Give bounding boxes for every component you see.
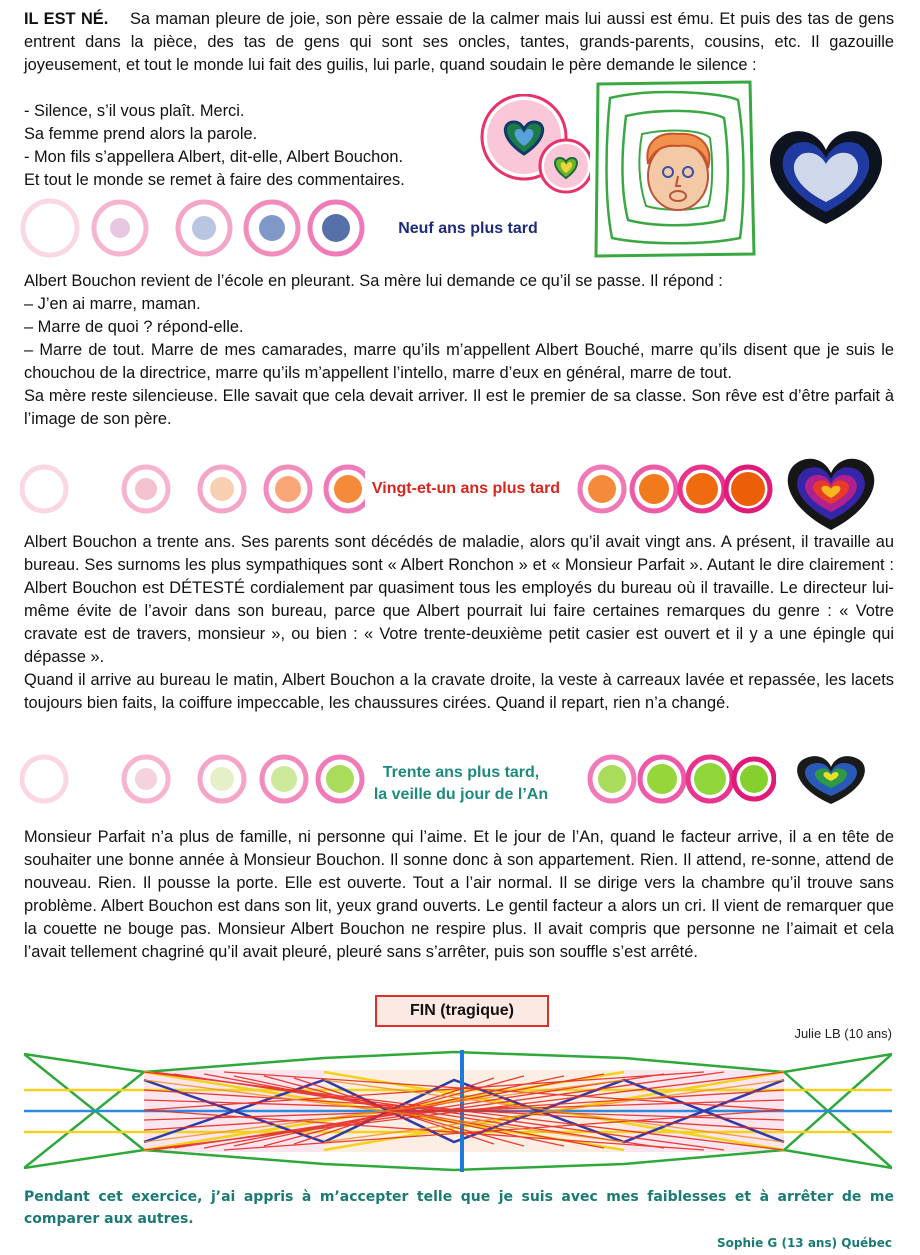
text-line: Albert Bouchon revient de l’école en pleurant. Sa mère lui demande ce qu’il se passe. Il répond : bbox=[24, 272, 723, 290]
blue-heart-drawing bbox=[756, 128, 896, 228]
pink-orange-circles-row-right bbox=[576, 462, 776, 518]
office-paragraph bbox=[24, 531, 894, 715]
pink-green-circles-row-right bbox=[586, 752, 776, 808]
text-line: Sa mère reste silencieuse. Elle savait que cela devait arriver. Il est le premier de sa classe. Son rêve est d’être parfait à l’image de son père. bbox=[24, 387, 894, 428]
heading-thirty-years bbox=[346, 762, 576, 806]
text-paragraph: Albert Bouchon a trente ans. Ses parents sont décédés de maladie, alors qu’il avait vingt ans. A présent, il travaille au bureau. Ses surnoms les plus sympathiques sont « Albert Ronchon » et « Monsieur Parfait ». Autant le dire clairement : Albert Bouchon est DÉTESTÉ cordialement par quasiment tous les employés du bureau où il travaille. Le directeur lui-même évite de l’avoir dans son bureau, parce que Albert pourrait lui faire certaines remarques du genre : « Votre cravate est de travers, monsieur », ou bien : « Votre trente-deuxième petit casier est ouvert et il y a une épingle qui dépasse ». bbox=[24, 533, 894, 666]
intro-paragraph bbox=[24, 8, 894, 77]
ending-paragraph: Monsieur Parfait n’a plus de famille, ni personne qui l’aime. Et le jour de l’An, quand le facteur arrive, il a en tête de souhaiter une bonne année à Monsieur Bouchon. Il sonne donc à son appartement. Rien. Il attend, re-sonne, attend de nouveau. Rien. Il pousse la porte. Elle est ouverte. Tout a l’air normal. Il se dirige vers la chambre qu’il trouve sans problème. Albert Bouchon est dans son lit, yeux grand ouverts. Le gentil facteur a alors un cri. Il vient de remarquer que la couette ne bouge pas. Monsieur Albert Bouchon ne respire plus. Il avait compris que personne ne l’aimait et cela l’avait tellement chagriné qu’il avait pleuré, pleuré sans s’arrêter, puis son souffle s’est arrêté. bbox=[24, 828, 894, 961]
author-credit: Julie LB (10 ans) bbox=[794, 1026, 892, 1041]
dialogue-line: - Silence, s’il vous plaît. Merci. bbox=[24, 102, 245, 120]
pink-blue-circles-row bbox=[20, 198, 365, 258]
text-line: – Marre de quoi ? répond-elle. bbox=[24, 318, 244, 336]
pink-orange-circles-row-left bbox=[20, 462, 365, 518]
dialogue-line: - Mon fils s’appellera Albert, dit-elle, Albert Bouchon. bbox=[24, 148, 404, 166]
text-line: – J’en ai marre, maman. bbox=[24, 295, 201, 313]
school-paragraph bbox=[24, 270, 894, 431]
heading-line: Trente ans plus tard, bbox=[382, 764, 540, 781]
heading-nine-years: Neuf ans plus tard bbox=[398, 220, 538, 237]
face-drawing bbox=[590, 78, 760, 258]
dialogue-lines bbox=[24, 100, 494, 192]
intro-text: Sa maman pleure de joie, son père essaie de la calmer mais lui aussi est ému. Et puis des tas de gens entrent dans la pièce, des tas de gens qui sont ses oncles, tantes, grands-parents, cousins, etc. Il gazouille joyeusement, et tout le monde lui fait des guilis, lui parle, quand soudain le père demande le silence : bbox=[24, 10, 895, 74]
heading-twenty-one-years: Vingt-et-un ans plus tard bbox=[371, 480, 561, 497]
string-art-drawing bbox=[24, 1050, 892, 1172]
dialogue-line: Sa femme prend alors la parole. bbox=[24, 125, 258, 143]
heart-circles-drawing bbox=[480, 94, 590, 198]
pink-green-circles-row-left bbox=[20, 752, 365, 808]
text-paragraph: Quand il arrive au bureau le matin, Albert Bouchon a la cravate droite, la veste à carreaux lavée et repassée, les lacets toujours bien faits, la coiffure impeccable, les chaussures cirées. Quand il repart, rien n’a changé. bbox=[24, 671, 894, 712]
intro-lead: IL EST NÉ. bbox=[24, 10, 109, 28]
rainbow-heart-drawing bbox=[776, 456, 886, 532]
footer-reflection: Pendant cet exercice, j’ai appris à m’accepter telle que je suis avec mes faiblesses et à arrêter de me comparer aux autres. bbox=[24, 1189, 894, 1227]
dialogue-line: Et tout le monde se remet à faire des commentaires. bbox=[24, 171, 405, 189]
end-label: FIN (tragique) bbox=[375, 995, 549, 1027]
footer-credit: Sophie G (13 ans) Québec bbox=[716, 1236, 892, 1250]
green-heart-drawing bbox=[788, 754, 874, 806]
heading-line: la veille du jour de l’An bbox=[373, 786, 549, 803]
text-line: – Marre de tout. Marre de mes camarades, marre qu’ils m’appellent Albert Bouché, marre qu’ils disent que je suis le chouchou de la directrice, marre qu’ils m’appellent l’intello, marre d’eux en général, marre de tout. bbox=[24, 341, 894, 382]
